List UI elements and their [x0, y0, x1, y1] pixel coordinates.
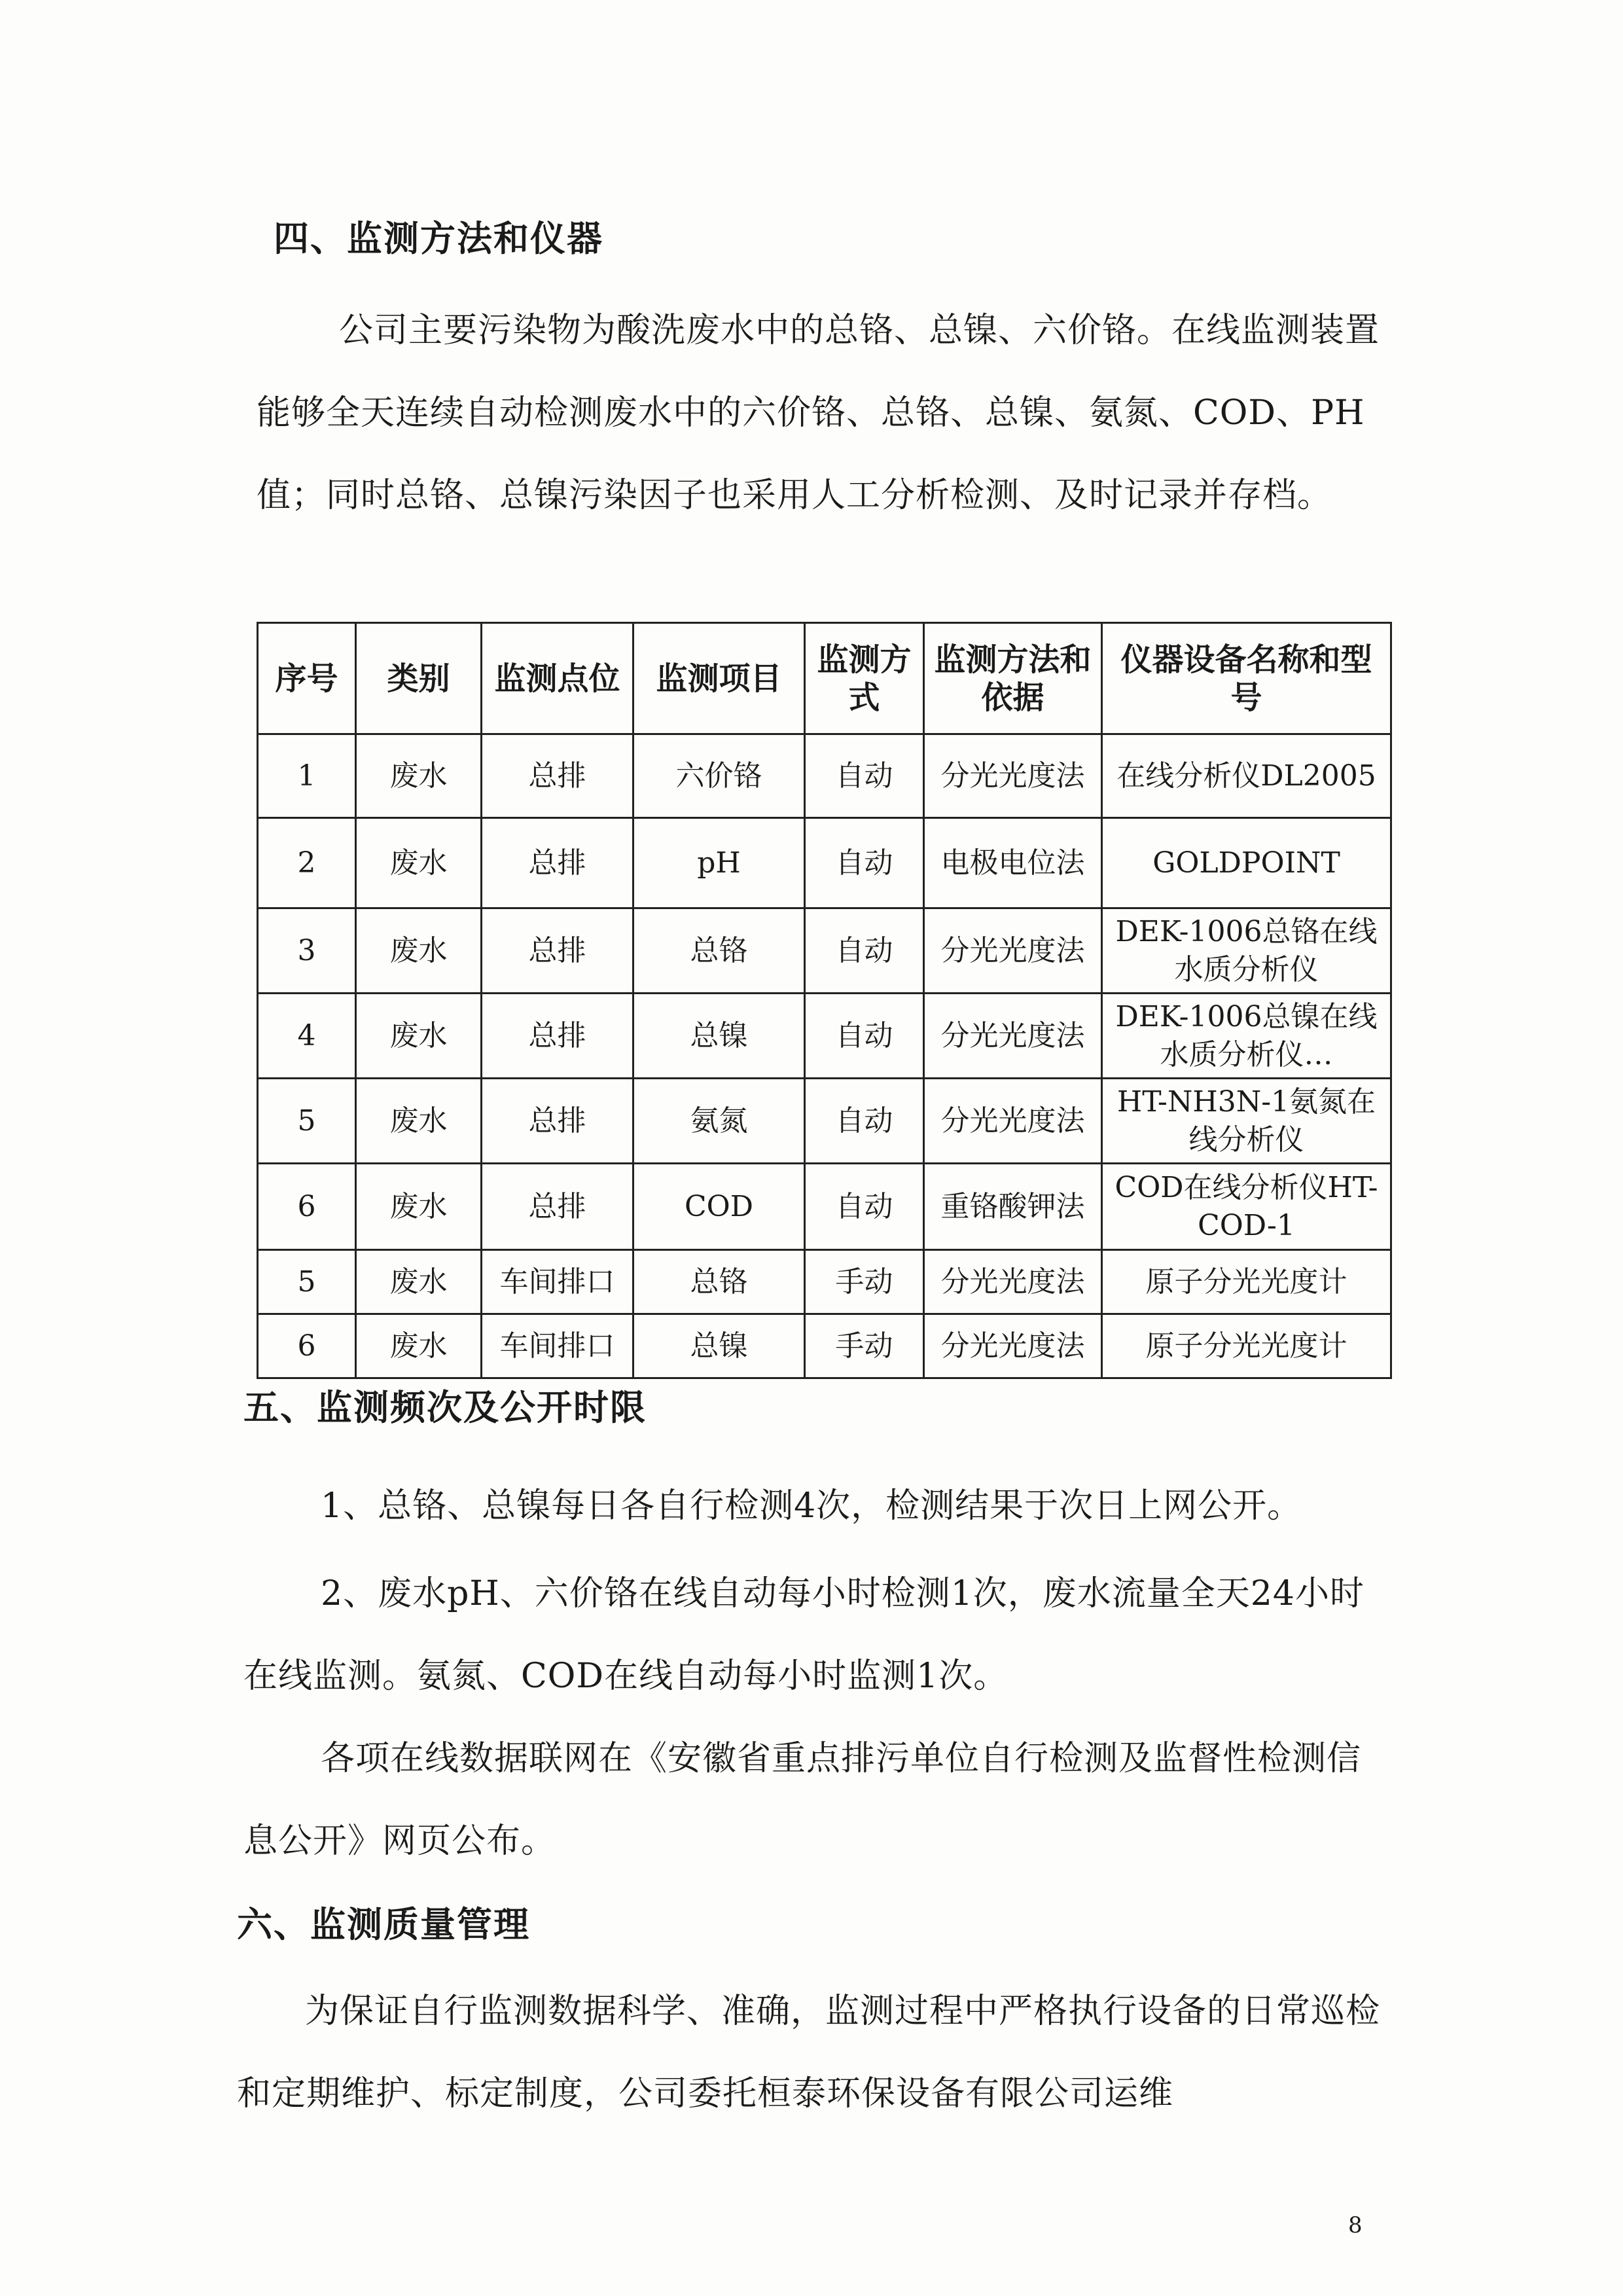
section5-item-1: 1、总铬、总镍每日各自行检测4次，检测结果于次日上网公开。 — [321, 1486, 1302, 1526]
table-cell: 分光光度法 — [924, 1314, 1102, 1378]
table-cell: 废水 — [356, 908, 482, 994]
table-cell: 总排 — [482, 1079, 633, 1164]
table-cell: 废水 — [356, 1250, 482, 1314]
table-cell: 总排 — [482, 734, 633, 818]
table-cell: 废水 — [356, 1314, 482, 1378]
table-cell: 总铬 — [633, 1250, 805, 1314]
table-row — [258, 734, 1391, 818]
table-cell: 分光光度法 — [924, 1250, 1102, 1314]
table-cell: 1 — [258, 734, 356, 818]
section5-item-3: 各项在线数据联网在《安徽省重点排污单位自行检测及监督性检测信息公开》网页公布。 — [243, 1739, 1362, 1861]
table-cell: 车间排口 — [482, 1314, 633, 1378]
table-row — [258, 1314, 1391, 1378]
table-cell: 车间排口 — [482, 1250, 633, 1314]
table-cell: 总铬 — [633, 908, 805, 994]
table-cell: 在线分析仪DL2005 — [1102, 734, 1391, 818]
table-cell: COD — [633, 1164, 805, 1250]
table-cell: 自动 — [805, 994, 924, 1079]
table-cell: 自动 — [805, 1079, 924, 1164]
table-cell: 废水 — [356, 818, 482, 908]
table-row — [258, 1250, 1391, 1314]
table-cell: 总排 — [482, 994, 633, 1079]
section4-paragraph: 公司主要污染物为酸洗废水中的总铬、总镍、六价铬。在线监测装置能够全天连续自动检测废水中的六价铬、总铬、总镍、氨氮、COD、PH值；同时总铬、总镍污染因子也采用人工分析检测、及时记录并存档。 — [257, 311, 1380, 515]
table-cell: DEK-1006总铬在线水质分析仪 — [1102, 908, 1391, 994]
section5-item-2: 2、废水pH、六价铬在线自动每小时检测1次，废水流量全天24小时在线监测。氨氮、COD在线自动每小时监测1次。 — [243, 1574, 1364, 1696]
table-cell: 自动 — [805, 734, 924, 818]
table-cell: 3 — [258, 908, 356, 994]
section6-heading: 六、监测质量管理 — [237, 1904, 530, 1945]
header-cell: 监测点位 — [482, 623, 633, 734]
header-cell: 仪器设备名称和型号 — [1102, 623, 1391, 734]
table-cell: 2 — [258, 818, 356, 908]
table-cell: 分光光度法 — [924, 994, 1102, 1079]
table-cell: 分光光度法 — [924, 908, 1102, 994]
table-cell: GOLDPOINT — [1102, 818, 1391, 908]
table-row — [258, 818, 1391, 908]
header-cell: 监测方法和依据 — [924, 623, 1102, 734]
table-cell: pH — [633, 818, 805, 908]
table-cell: 自动 — [805, 1164, 924, 1250]
table-row — [258, 994, 1391, 1079]
table-cell: 5 — [258, 1079, 356, 1164]
table-cell: 6 — [258, 1164, 356, 1250]
header-cell: 序号 — [258, 623, 356, 734]
table-cell: 原子分光光度计 — [1102, 1250, 1391, 1314]
table-cell: 手动 — [805, 1314, 924, 1378]
section6-paragraph: 为保证自行监测数据科学、准确，监测过程中严格执行设备的日常巡检和定期维护、标定制度，公司委托桓泰环保设备有限公司运维 — [237, 1992, 1381, 2113]
table-cell: 总排 — [482, 1164, 633, 1250]
table-cell: 氨氮 — [633, 1079, 805, 1164]
table-cell: 重铬酸钾法 — [924, 1164, 1102, 1250]
table-row — [258, 1164, 1391, 1250]
table-header-row — [258, 623, 1391, 734]
table-cell: 分光光度法 — [924, 1079, 1102, 1164]
header-cell: 类别 — [356, 623, 482, 734]
table-cell: 6 — [258, 1314, 356, 1378]
table-cell: 4 — [258, 994, 356, 1079]
table-cell: 总排 — [482, 908, 633, 994]
table-cell: 手动 — [805, 1250, 924, 1314]
section4-heading: 四、监测方法和仪器 — [274, 218, 603, 259]
table-row — [258, 908, 1391, 994]
table-cell: 废水 — [356, 1079, 482, 1164]
monitoring-table — [257, 622, 1392, 1379]
section5-heading: 五、监测频次及公开时限 — [243, 1387, 647, 1428]
table-cell: HT-NH3N-1氨氮在线分析仪 — [1102, 1079, 1391, 1164]
table-cell: 总镍 — [633, 994, 805, 1079]
table-cell: 总排 — [482, 818, 633, 908]
table-cell: 原子分光光度计 — [1102, 1314, 1391, 1378]
table-cell: 自动 — [805, 908, 924, 994]
header-cell: 监测项目 — [633, 623, 805, 734]
table-row — [258, 1079, 1391, 1164]
table-cell: COD在线分析仪HT-COD-1 — [1102, 1164, 1391, 1250]
table-cell: 废水 — [356, 994, 482, 1079]
table-cell: 废水 — [356, 1164, 482, 1250]
table-cell: 自动 — [805, 818, 924, 908]
table-cell: 电极电位法 — [924, 818, 1102, 908]
table-cell: 六价铬 — [633, 734, 805, 818]
table-cell: 废水 — [356, 734, 482, 818]
table-cell: 分光光度法 — [924, 734, 1102, 818]
table-cell: 总镍 — [633, 1314, 805, 1378]
header-cell: 监测方式 — [805, 623, 924, 734]
table-cell: 5 — [258, 1250, 356, 1314]
page-number: 8 — [1348, 2212, 1363, 2238]
table-cell: DEK-1006总镍在线水质分析仪… — [1102, 994, 1391, 1079]
